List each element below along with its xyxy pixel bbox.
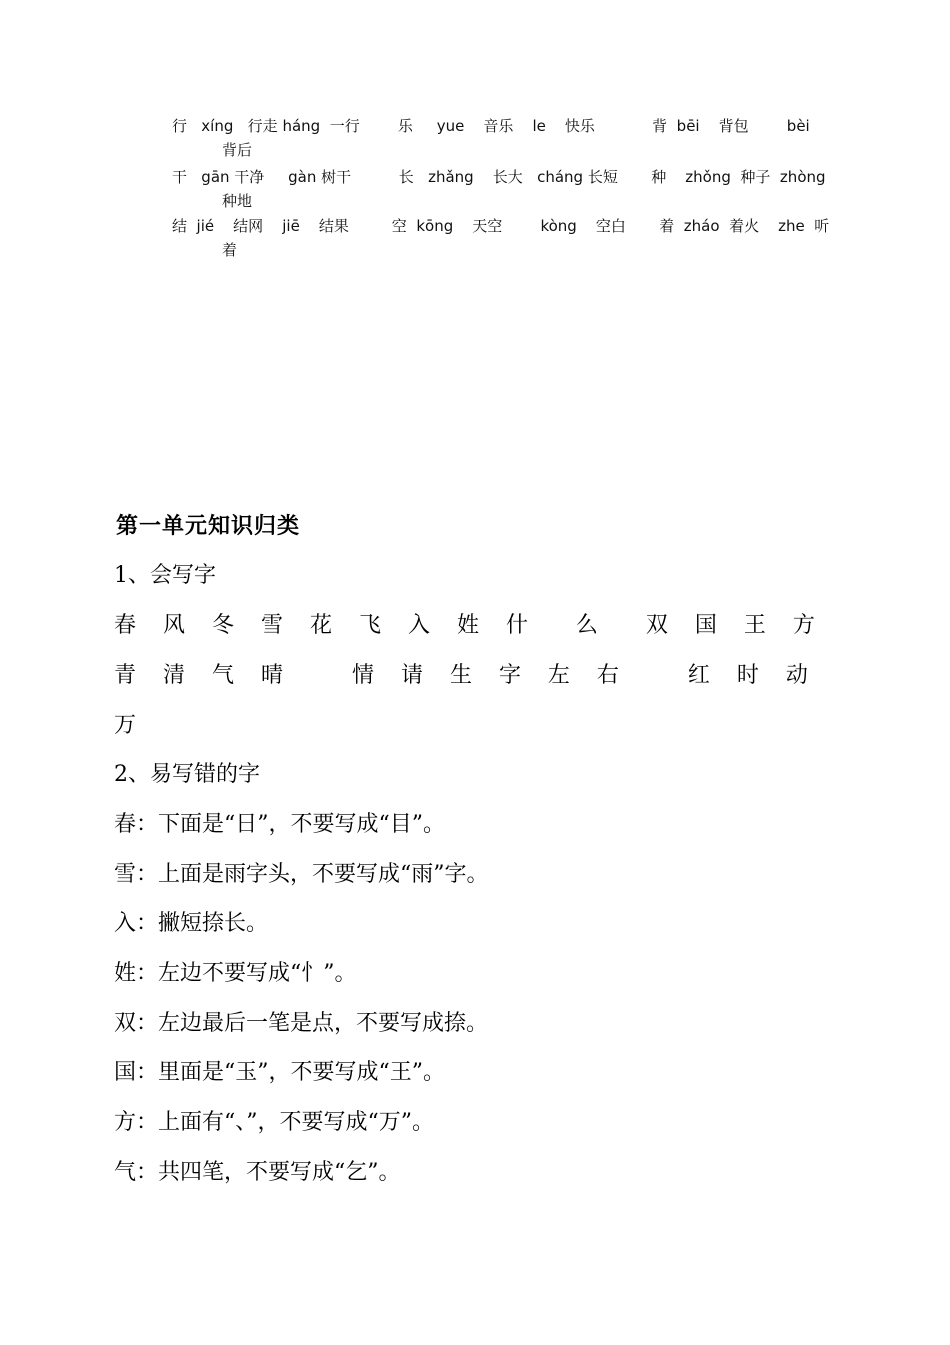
error-note: 入：撇短捺长。 <box>114 911 269 936</box>
polyphonic-row <box>172 114 810 162</box>
error-note: 春：下面是“日”，不要写成“目”。 <box>114 812 445 837</box>
polyphonic-row-text: 干 gān 干净 gàn 树干 长 zhǎng 长大 cháng 长短 种 zhǒng 种子 zhòng <box>172 168 826 186</box>
error-note: 双：左边最后一笔是点，不要写成捺。 <box>114 1011 489 1036</box>
chars-line: 春 风 冬 雪 花 飞 入 姓 什 么 双 国 王 方 <box>114 613 821 638</box>
polyphonic-row-continuation: 着 <box>222 241 238 259</box>
subheading-error-prone-chars: 2、易写错的字 <box>114 762 260 787</box>
polyphonic-row-continuation: 种地 <box>222 192 253 210</box>
error-note: 方：上面有“、”，不要写成“万”。 <box>114 1110 434 1135</box>
error-note: 姓：左边不要写成“忄”。 <box>114 961 357 986</box>
error-note: 雪：上面是雨字头，不要写成“雨”字。 <box>114 862 489 887</box>
error-note: 气：共四笔，不要写成“乞”。 <box>114 1160 401 1185</box>
polyphonic-row-continuation: 背后 <box>222 141 253 159</box>
polyphonic-row-text: 结 jié 结网 jiē 结果 空 kōng 天空 kòng 空白 着 zháo 着火 zhe 听 <box>172 217 830 235</box>
polyphonic-row-text: 行 xíng 行走 háng 一行 乐 yue 音乐 le 快乐 背 bēi 背包 bèi <box>172 117 810 135</box>
chars-line: 青 清 气 晴 情 请 生 字 左 右 红 时 动 <box>114 663 814 688</box>
section-title: 第一单元知识归类 <box>116 513 301 539</box>
error-note: 国：里面是“玉”，不要写成“王”。 <box>114 1060 445 1085</box>
chars-line: 万 <box>114 713 143 738</box>
polyphonic-row <box>172 214 829 262</box>
subheading-writable-chars: 1、会写字 <box>114 563 216 588</box>
polyphonic-row <box>172 165 826 213</box>
